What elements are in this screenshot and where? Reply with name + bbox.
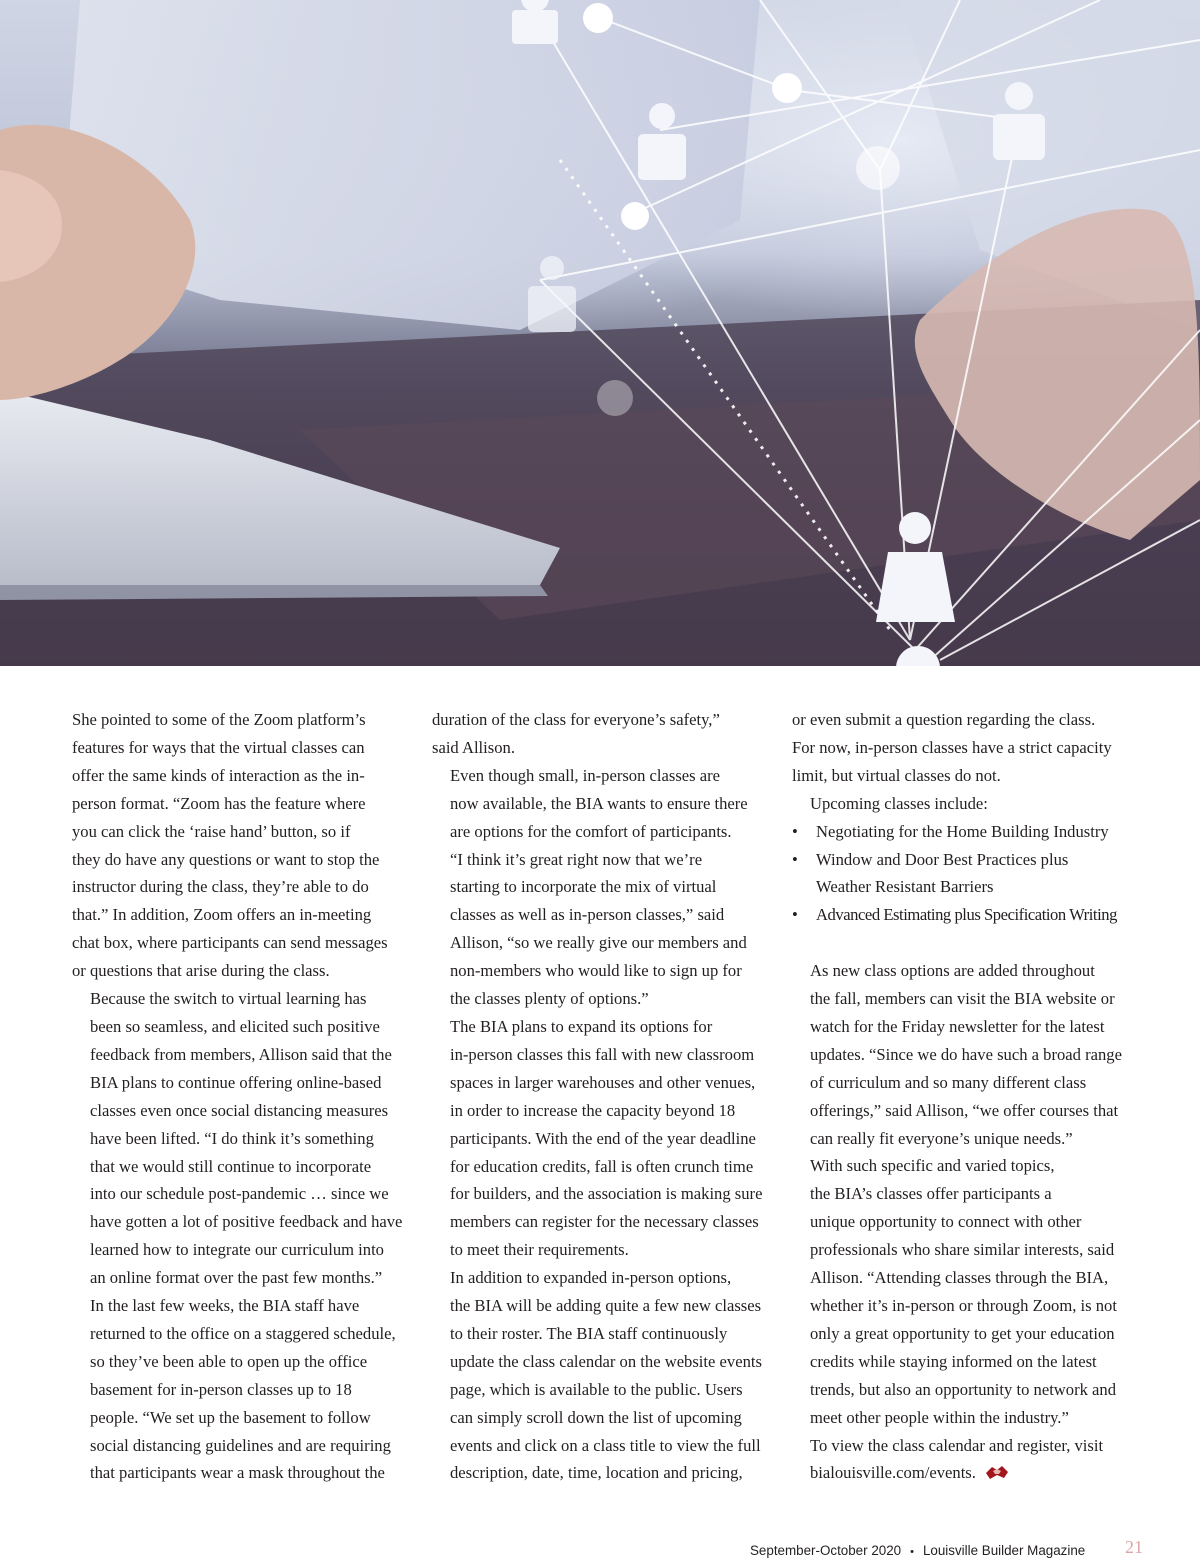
footer-separator: • xyxy=(910,1546,914,1558)
text-line: for builders, and the association is making sure xyxy=(450,1184,763,1204)
text-line: returned to the office on a staggered schedule, xyxy=(90,1323,396,1343)
text-line: Because the switch to virtual learning has xyxy=(90,989,367,1009)
text-line: basement for in-person classes up to 18 xyxy=(90,1379,352,1399)
text-line: offer the same kinds of interaction as the in- xyxy=(72,765,365,785)
class-title: Weather Resistant Barriers xyxy=(816,877,994,897)
text-line: page, which is available to the public. Users xyxy=(450,1379,743,1399)
text-line: non-members who would like to sign up for xyxy=(450,961,742,981)
text-line: BIA plans to continue offering online-based xyxy=(90,1072,382,1092)
text-line: in-person classes this fall with new classroom xyxy=(450,1044,755,1064)
text-line: have gotten a lot of positive feedback and have xyxy=(90,1212,403,1232)
article-column-1 xyxy=(72,706,408,1487)
text-line: unique opportunity to connect with other xyxy=(810,1212,1082,1232)
text-line: chat box, where participants can send messages xyxy=(72,933,388,953)
list-item xyxy=(792,818,1128,846)
text-line: For now, in-person classes have a strict capacity xyxy=(792,737,1112,757)
text-line: participants. With the end of the year deadline xyxy=(450,1128,756,1148)
text-line: been so seamless, and elicited such positive xyxy=(90,1016,380,1036)
text-line: people. “We set up the basement to follow xyxy=(90,1407,371,1427)
text-line: are options for the comfort of participants. xyxy=(450,821,732,841)
paragraph xyxy=(72,1292,408,1487)
text-line: With such specific and varied topics, xyxy=(810,1156,1055,1176)
text-line: meet other people within the industry.” xyxy=(810,1407,1069,1427)
text-line: trends, but also an opportunity to network and xyxy=(810,1379,1117,1399)
text-line: instructor during the class, they’re able to do xyxy=(72,877,369,897)
article-column-3 xyxy=(792,706,1128,1487)
text-line: can really fit everyone’s unique needs.” xyxy=(810,1128,1073,1148)
text-line: “I think it’s great right now that we’re xyxy=(450,849,703,869)
article-column-2 xyxy=(432,706,768,1487)
text-line: Upcoming classes include: xyxy=(810,793,988,813)
text-line: only a great opportunity to get your education xyxy=(810,1323,1115,1343)
text-line: updates. “Since we do have such a broad range xyxy=(810,1044,1122,1064)
text-line: that participants wear a mask throughout the xyxy=(90,1463,385,1483)
paragraph xyxy=(792,957,1128,1152)
bia-logo-end-mark-icon xyxy=(984,1463,1010,1481)
paragraph xyxy=(432,706,768,762)
text-line: As new class options are added throughout xyxy=(810,961,1095,981)
text-line: In addition to expanded in-person options, xyxy=(450,1268,732,1288)
magazine-name: Louisville Builder Magazine xyxy=(922,1543,1086,1558)
paragraph xyxy=(792,706,1128,790)
text-line: description, date, time, location and pricing, xyxy=(450,1463,743,1483)
text-line: in order to increase the capacity beyond 18 xyxy=(450,1100,736,1120)
paragraph xyxy=(792,1432,1128,1488)
issue-date: September-October 2020 xyxy=(750,1543,902,1558)
text-line: She pointed to some of the Zoom platform’s xyxy=(72,710,366,729)
spacer xyxy=(792,929,1128,957)
text-line: person format. “Zoom has the feature where xyxy=(72,793,366,813)
paragraph xyxy=(72,706,408,985)
list-item xyxy=(792,846,1128,902)
text-line: To view the class calendar and register, visit xyxy=(810,1435,1104,1455)
text-line: duration of the class for everyone’s safety,” xyxy=(432,710,720,729)
paragraph xyxy=(72,985,408,1292)
text-line: can simply scroll down the list of upcoming xyxy=(450,1407,742,1427)
text-line: that we would still continue to incorporate xyxy=(90,1156,372,1176)
text-line: or questions that arise during the class. xyxy=(72,961,330,981)
text-line: the fall, members can visit the BIA website or xyxy=(810,989,1115,1009)
text-line: classes as well as in-person classes,” said xyxy=(450,905,725,925)
page-footer xyxy=(750,1537,1143,1563)
text-line: now available, the BIA wants to ensure there xyxy=(450,793,748,813)
text-line: whether it’s in-person or through Zoom, is not xyxy=(810,1296,1117,1316)
text-line: of curriculum and so many different class xyxy=(810,1072,1087,1092)
text-line: classes even once social distancing measures xyxy=(90,1100,389,1120)
text-line: feedback from members, Allison said that the xyxy=(90,1044,392,1064)
text-line: or even submit a question regarding the class. xyxy=(792,710,1096,729)
text-line: limit, but virtual classes do not. xyxy=(792,765,1001,785)
text-line: to their roster. The BIA staff continuously xyxy=(450,1323,728,1343)
text-line: spaces in larger warehouses and other venues, xyxy=(450,1072,756,1092)
hero-illustration xyxy=(0,0,1200,666)
hero-photo xyxy=(0,0,1200,666)
text-line: members can register for the necessary classes xyxy=(450,1212,759,1232)
text-line: The BIA plans to expand its options for xyxy=(450,1016,713,1036)
text-line: have been lifted. “I do think it’s something xyxy=(90,1128,374,1148)
text-line: Even though small, in-person classes are xyxy=(450,765,721,785)
text-line: events and click on a class title to view the full xyxy=(450,1435,761,1455)
class-title: • Window and Door Best Practices plus xyxy=(816,849,1069,869)
text-line: you can click the ‘raise hand’ button, so if xyxy=(72,821,351,841)
text-line: social distancing guidelines and are requiring xyxy=(90,1435,391,1455)
text-line: said Allison. xyxy=(432,737,515,757)
paragraph xyxy=(432,1013,768,1264)
text-line: the classes plenty of options.” xyxy=(450,989,649,1009)
text-line: professionals who share similar interests, said xyxy=(810,1240,1115,1260)
text-line: Allison. “Attending classes through the BIA, xyxy=(810,1268,1109,1288)
text-line: they do have any questions or want to stop the xyxy=(72,849,380,869)
text-line: features for ways that the virtual classes can xyxy=(72,737,365,757)
paragraph xyxy=(792,1152,1128,1431)
page-number: 21 xyxy=(1125,1537,1143,1557)
text-line: credits while staying informed on the latest xyxy=(810,1351,1097,1371)
text-line: offerings,” said Allison, “we offer courses that xyxy=(810,1100,1119,1120)
upcoming-classes-list xyxy=(792,818,1128,930)
text-line: learned how to integrate our curriculum into xyxy=(90,1240,384,1260)
events-url[interactable]: bialouisville.com/events. xyxy=(810,1463,976,1483)
text-line: for education credits, fall is often crunch time xyxy=(450,1156,754,1176)
list-item xyxy=(792,901,1128,929)
class-title: • Negotiating for the Home Building Industry xyxy=(816,821,1109,841)
text-line: update the class calendar on the website events xyxy=(450,1351,762,1371)
text-line: the BIA will be adding quite a few new classes xyxy=(450,1296,762,1316)
text-line: Allison, “so we really give our members and xyxy=(450,933,747,953)
text-line: an online format over the past few months.” xyxy=(90,1268,383,1288)
text-line: watch for the Friday newsletter for the latest xyxy=(810,1016,1105,1036)
text-line: so they’ve been able to open up the office xyxy=(90,1351,368,1371)
text-line xyxy=(792,1459,1128,1487)
paragraph xyxy=(792,790,1128,818)
text-line: the BIA’s classes offer participants a xyxy=(810,1184,1052,1204)
text-line: In the last few weeks, the BIA staff have xyxy=(90,1296,360,1316)
paragraph xyxy=(432,1264,768,1487)
text-line: to meet their requirements. xyxy=(450,1240,629,1260)
class-title: • Advanced Estimating plus Specification Writing xyxy=(816,905,1117,925)
text-line: that.” In addition, Zoom offers an in-meeting xyxy=(72,905,372,925)
text-line: into our schedule post-pandemic … since we xyxy=(90,1184,389,1204)
text-line: starting to incorporate the mix of virtual xyxy=(450,877,717,897)
paragraph xyxy=(432,762,768,1013)
